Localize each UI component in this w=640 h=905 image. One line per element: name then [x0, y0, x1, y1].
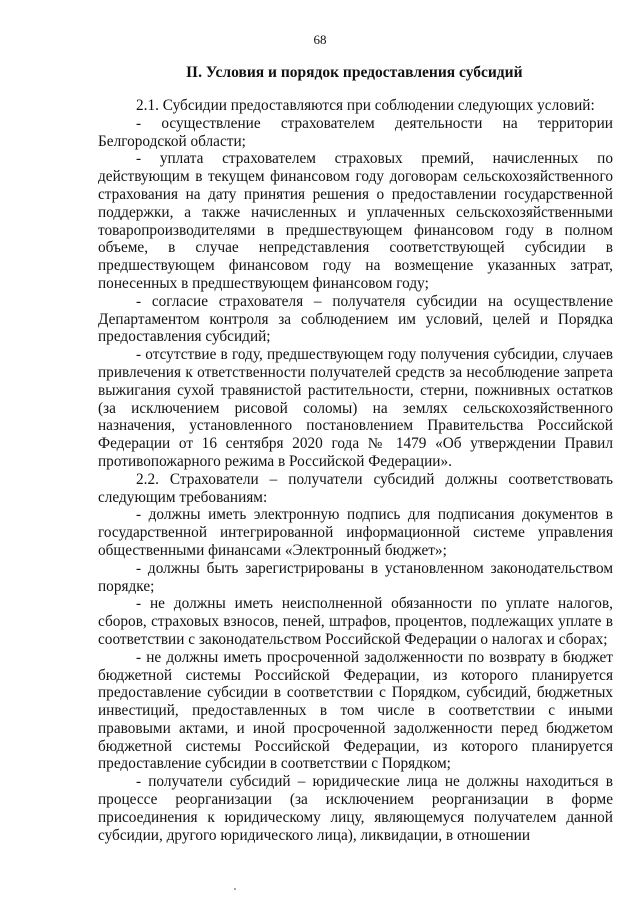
paragraph-requirement-registration: - должны быть зарегистрированы в установленном законодательством порядке;: [98, 559, 613, 595]
paragraph-requirement-reorganization: - получатели субсидий – юридические лица не должны находиться в процессе реорганизации (за исключением реорганизации в форме присоединения к юридическому лицу, являющемуся получателем данной субсидии, другого юридического лица), ликвидации, в отношении: [98, 773, 613, 844]
paragraph-requirement-signature: - должны иметь электронную подпись для подписания документов в государственной интегрированной информационной системе управления общественными финансами «Электронный бюджет»;: [98, 506, 613, 559]
page-number: 68: [313, 32, 327, 47]
paragraph-condition-premiums: - уплата страхователем страховых премий, начисленных по действующим в текущем финансовом году договорам сельскохозяйственного страхования на дату принятия решения о предоставлении государственной поддержки, а также начисленных и уплаченных сельскохозяйственными товаропроизводителями в предшествующем финансовом году в полном объеме, в случае непредставления соответствующей субсидии в предшествующем финансовом году на возмещение указанных затрат, понесенных в предшествующем финансовом году;: [98, 150, 613, 292]
paragraph-2-1: 2.1. Субсидии предоставляются при соблюдении следующих условий:: [136, 97, 595, 114]
paragraph-2-2: 2.2. Страхователи – получатели субсидий должны соответствовать следующим требованиям:: [98, 470, 613, 506]
paragraph-condition-no-burning: - отсутствие в году, предшествующем году получения субсидии, случаев привлечения к ответственности получателей средств за несоблюдение запрета выжигания сухой травянистой растительности, стерни, пожнивных остатков (за исключением рисовой соломы) на землях сельскохозяйственного назначения, установленного постановлением Правительства Российской Федерации от 16 сентября 2020 года № 1479 «Об утверждении Правил противопожарного режима в Российской Федерации».: [98, 346, 613, 470]
section-title: II. Условия и порядок предоставления субсидий: [186, 64, 523, 81]
scan-artifact-dot: [234, 888, 236, 890]
paragraph-requirement-taxes: - не должны иметь неисполненной обязанности по уплате налогов, сборов, страховых взносов, пеней, штрафов, процентов, подлежащих уплате в соответствии с законодательством Российской Федерации о налогах и сборах;: [98, 595, 613, 648]
paragraph-condition-consent: - согласие страхователя – получателя субсидии на осуществление Департаментом контроля за соблюдением им условий, целей и Порядка предоставления субсидий;: [98, 292, 613, 346]
body-text: [98, 97, 613, 844]
paragraph-condition-territory: - осуществление страхователем деятельности на территории Белгородской области;: [98, 114, 613, 150]
paragraph-requirement-debt: - не должны иметь просроченной задолженности по возврату в бюджет бюджетной системы Российской Федерации, из которого планируется предоставление субсидии в соответствии с Порядком, субсидий, бюджетных инвестиций, предоставленных в том числе в соответствии с иными правовыми актами, и иной просроченной задолженности перед бюджетом бюджетной системы Российской Федерации, из которого планируется предоставление субсидии в соответствии с Порядком;: [98, 648, 613, 773]
